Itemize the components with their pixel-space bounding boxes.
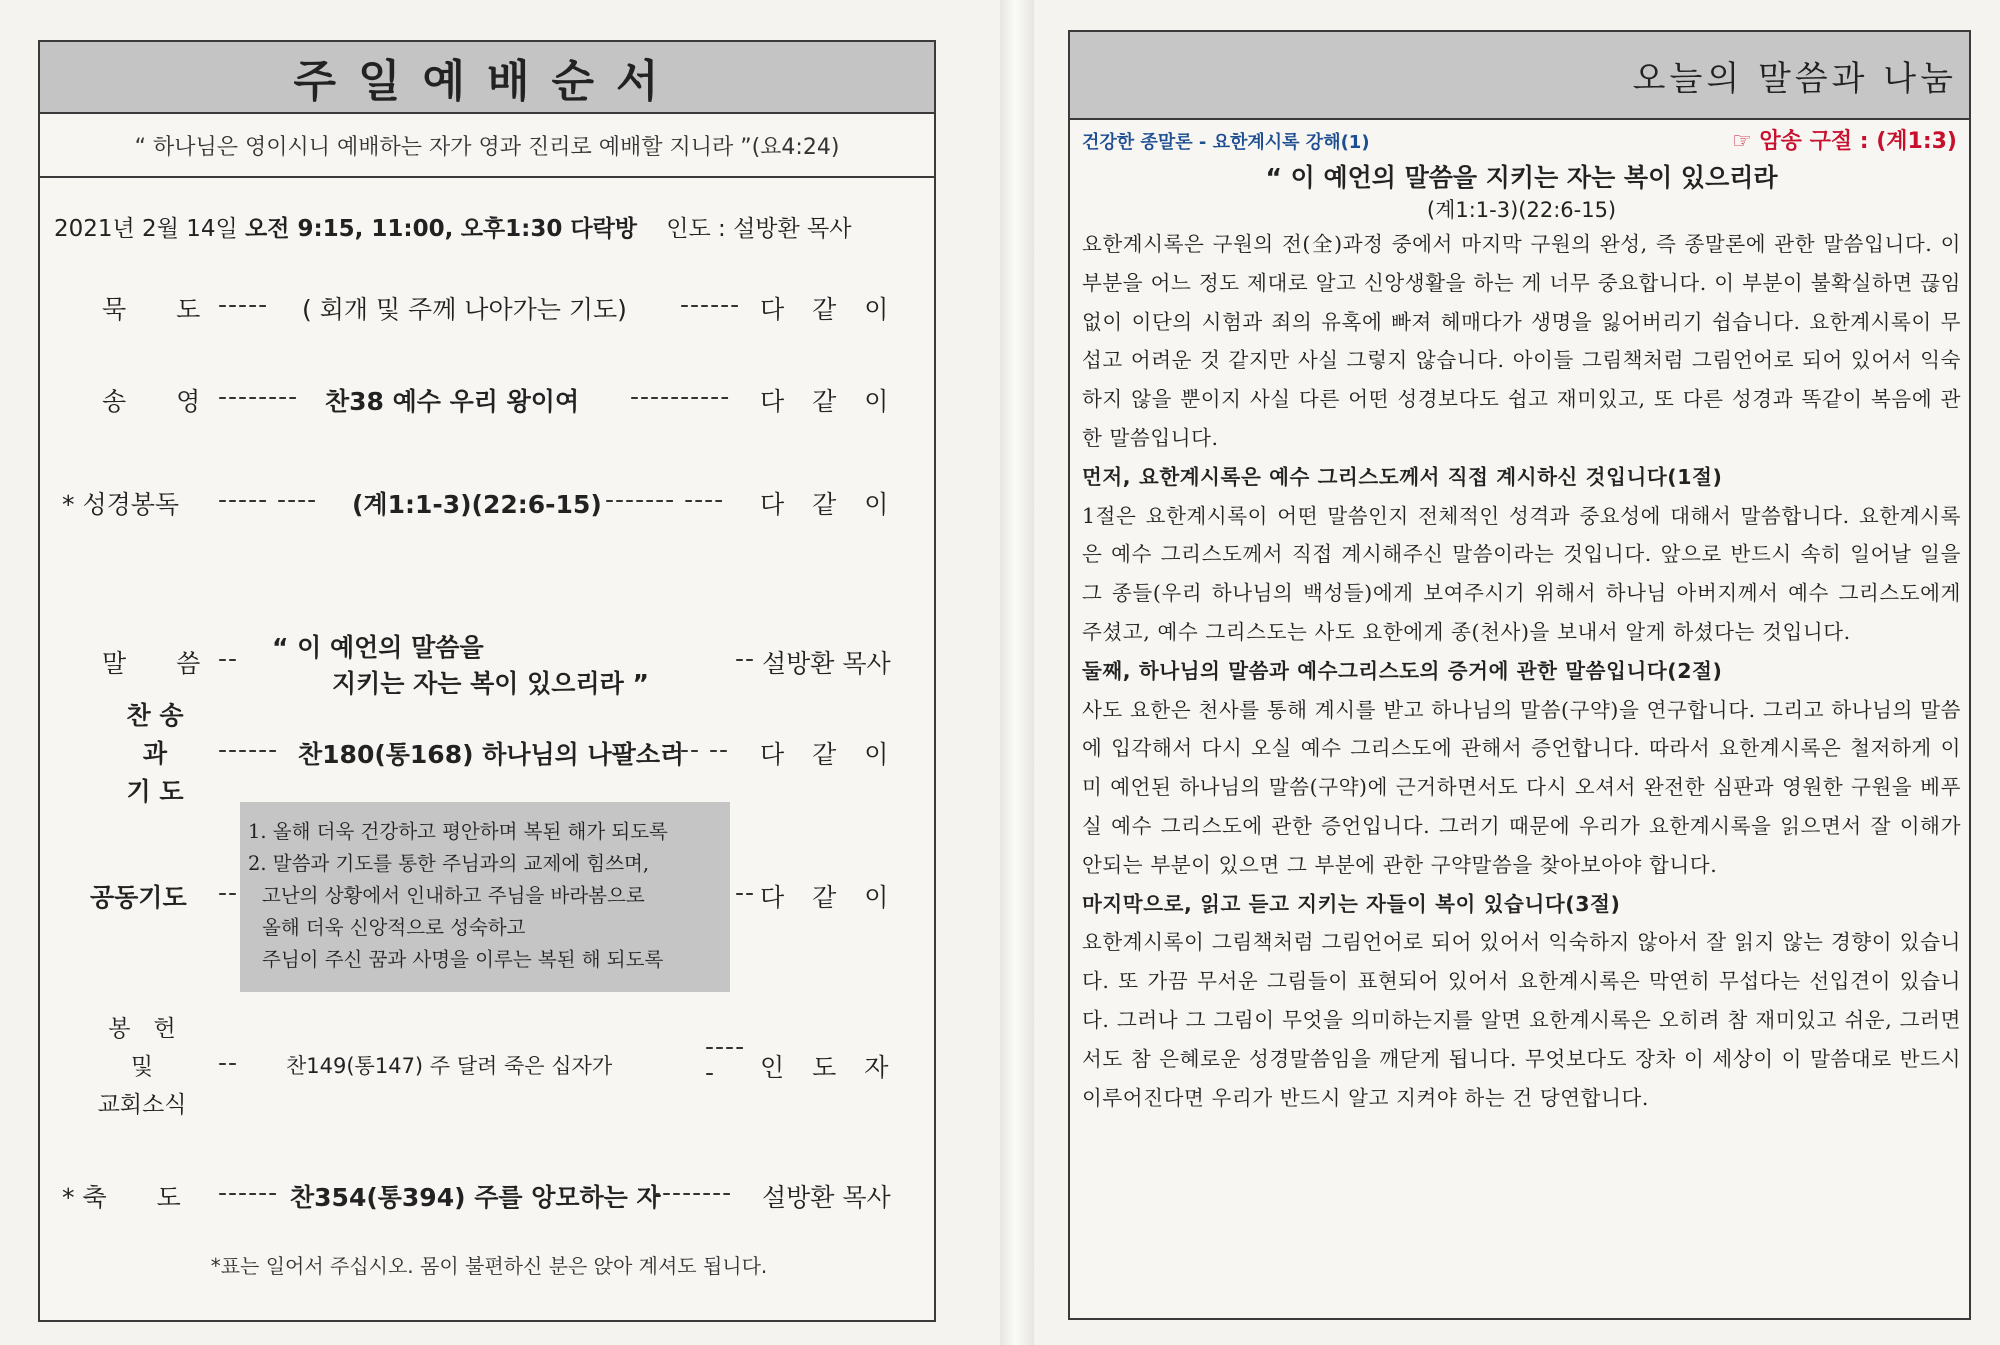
prayer-line: 고난의 상황에서 인내하고 주님을 바라봄으로 [262, 884, 645, 907]
theme-verse: “ 하나님은 영이시니 예배하는 자가 영과 진리로 예배할 지니라 ”(요4:24) [40, 114, 934, 178]
service-date: 2021년 2월 14일 [54, 216, 238, 242]
series-title: 건강한 종말론 - 요한계시록 강해(1) [1082, 132, 1370, 153]
order-item-content: 찬149(통147) 주 달려 죽은 십자가 [286, 1054, 613, 1078]
order-item-leader: 다 같 이 [760, 490, 899, 519]
sermon-body [1082, 225, 1961, 1117]
sermon-title-line1: “ 이 예언의 말씀을 [272, 633, 484, 662]
order-item-content: (계1:1-3)(22:6-15) [352, 490, 602, 519]
order-item-content: ( 회개 및 주께 나아가는 기도) [302, 295, 627, 324]
order-item-label: 봉 헌 및 교회소식 [97, 1016, 187, 1118]
dash-leader: -- [735, 644, 756, 673]
dash-leader: ---------- [630, 382, 731, 411]
order-item-leader: 다 같 이 [760, 387, 899, 416]
order-item-label: 말 씀 [102, 649, 201, 678]
order-item-label: * 성경봉독 [62, 490, 180, 519]
common-prayer-box [240, 802, 730, 992]
sermon-panel [1068, 30, 1971, 1320]
order-item-leader: 다 같 이 [760, 740, 899, 769]
worship-order-header [40, 42, 934, 114]
order-item-label: 송 영 [102, 387, 201, 416]
section-heading: 마지막으로, 읽고 듣고 지키는 자들이 복이 있습니다(3절) [1082, 891, 1621, 916]
dash-leader: ------ [218, 1178, 279, 1207]
section-heading: 둘째, 하나님의 말씀과 예수그리스도의 증거에 관한 말씀입니다(2절) [1082, 658, 1723, 683]
order-item-leader: 설방환 목사 [762, 649, 891, 678]
section-heading: 먼저, 요한계시록은 예수 그리스도께서 직접 계시하신 것입니다(1절) [1082, 464, 1723, 489]
order-item-leader: 설방환 목사 [762, 1183, 891, 1212]
section-paragraph: 사도 요한은 천사를 통해 계시를 받고 하나님의 말씀(구약)을 연구합니다. 그리고 하나님의 말씀에 입각해서 다시 오실 예수 그리스도에 관해서 증언합니다. 따라서 요한계시록은 철저하게 이미 예언된 하나님의 말씀(구약)에 근거하면서도 다시 오셔서 완전한 심판과 영원한 구원을 베푸실 예수 그리스도에 관한 증언입니다. 그러기 때문에 우리가 요한계시록을 읽으면서 잘 이해가 안되는 부분이 있으면 그 부분에 관한 구약말씀을 찾아보아야 합니다. [1082, 697, 1961, 877]
dash-leader: - [705, 1058, 716, 1087]
sermon-reference: (계1:1-3)(22:6-15) [1426, 198, 1617, 222]
dash-leader: ------ [680, 290, 741, 319]
order-item-label: * 축 도 [62, 1183, 181, 1212]
dash-leader: ---- [705, 1032, 746, 1061]
order-item-label: 공동기도 [90, 883, 187, 912]
service-info [54, 210, 851, 243]
worship-order-title: 주일예배순서 [293, 56, 681, 107]
dash-leader: -- [218, 644, 239, 673]
dash-leader: ----- ---- [218, 485, 318, 514]
dash-leader: -- [218, 878, 239, 907]
dash-leader: -------- [218, 382, 299, 411]
prayer-line: 주님이 주신 꿈과 사명을 이루는 복된 해 되도록 [262, 948, 664, 971]
sermon-section-title: 오늘의 말씀과 나눔 [1632, 58, 1957, 99]
service-extra: 오후1:30 다락방 [460, 216, 638, 242]
order-item-leader: 다 같 이 [760, 295, 899, 324]
service-times: 오전 9:15, 11:00, [245, 216, 454, 242]
order-item-content: 찬38 예수 우리 왕이여 [325, 387, 580, 416]
intro-paragraph: 요한계시록은 구원의 전(全)과정 중에서 마지막 구원의 완성, 즉 종말론에 관한 말씀입니다. 이 부분을 어느 정도 제대로 알고 신앙생활을 하는 게 너무 중요합니다. 이 부분이 불확실하면 끊임없이 이단의 시험과 죄의 유혹에 빠져 헤매다가 생명을 잃어버리기 쉽습니다. 요한계시록이 무섭고 어려운 것 같지만 사실 그렇지 않습니다. 아이들 그림책처럼 그림언어로 되어 있어서 익숙하지 않을 뿐이지 사실 다른 어떤 성경보다도 쉽고 재미있고, 또 다른 성경과 똑같이 복음에 관한 말씀입니다. [1082, 232, 1961, 450]
memory-verse: ☞ 암송 구절 : (계1:3) [1732, 129, 1957, 154]
order-item-label: 묵 도 [102, 295, 201, 324]
dash-leader: -------- [652, 1178, 733, 1207]
service-leader: 인도 : 설방환 목사 [666, 216, 852, 242]
worship-order-panel [38, 40, 936, 1322]
dash-leader: ------- ---- [605, 485, 725, 514]
dash-leader: ------ [218, 735, 279, 764]
section-paragraph: 1절은 요한계시록이 어떤 말씀인지 전체적인 성격과 중요성에 대해서 말씀합니다. 요한계시록은 예수 그리스도께서 직접 계시해주신 말씀이라는 것입니다. 앞으로 반드시 속히 일어날 일을 그 종들(우리 하나님의 백성들)에게 보여주시기 위해서 하나님 아버지께서 예수 그리스도에게 주셨고, 예수 그리스도는 사도 요한에게 종(천사)을 보내서 알게 하셨다는 것입니다. [1082, 503, 1961, 644]
prayer-line: 2. 말씀과 기도를 통한 주님과의 교제에 힘쓰며, [248, 852, 650, 875]
page-fold [1000, 0, 1034, 1345]
section-paragraph: 요한계시록이 그림책처럼 그림언어로 되어 있어서 익숙하지 않아서 잘 읽지 않는 경향이 있습니다. 또 가끔 무서운 그림들이 표현되어 있어서 요한계시록은 막연히 무섭다는 선입견이 있습니다. 그러나 그 그림이 무엇을 의미하는지를 알면 요한계시록은 오히려 참 재미있고 쉬운, 그러면서도 참 은혜로운 성경말씀임을 깨닫게 됩니다. 무엇보다도 장차 이 세상이 이 말씀대로 반드시 이루어진다면 우리가 반드시 알고 지켜야 하는 건 당연합니다. [1082, 930, 1961, 1110]
dash-leader: --- -- [670, 735, 730, 764]
order-item-label: 찬 송 과 기 도 [126, 701, 184, 806]
order-item-leader: 다 같 이 [760, 883, 899, 912]
order-item-content: 찬180(통168) 하나님의 나팔소리 [298, 740, 685, 769]
sermon-title: “ 이 예언의 말씀을 지키는 자는 복이 있으리라 [1265, 163, 1778, 192]
order-item-leader: 인 도 자 [760, 1053, 899, 1082]
sermon-header [1070, 32, 1969, 120]
prayer-line: 올해 더욱 신앙적으로 성숙하고 [262, 916, 526, 939]
dash-leader: -- [218, 1048, 239, 1077]
standing-note: *표는 일어서 주십시오. 몸이 불편하신 분은 앉아 계셔도 됩니다. [210, 1254, 768, 1278]
dash-leader: ----- [218, 290, 269, 319]
order-item-content: 찬354(통394) 주를 앙모하는 자 [290, 1183, 661, 1212]
sermon-title-line2: 지키는 자는 복이 있으리라 ” [332, 669, 649, 698]
prayer-line: 1. 올해 더욱 건강하고 평안하며 복된 해가 되도록 [248, 820, 668, 843]
dash-leader: -- [735, 878, 756, 907]
